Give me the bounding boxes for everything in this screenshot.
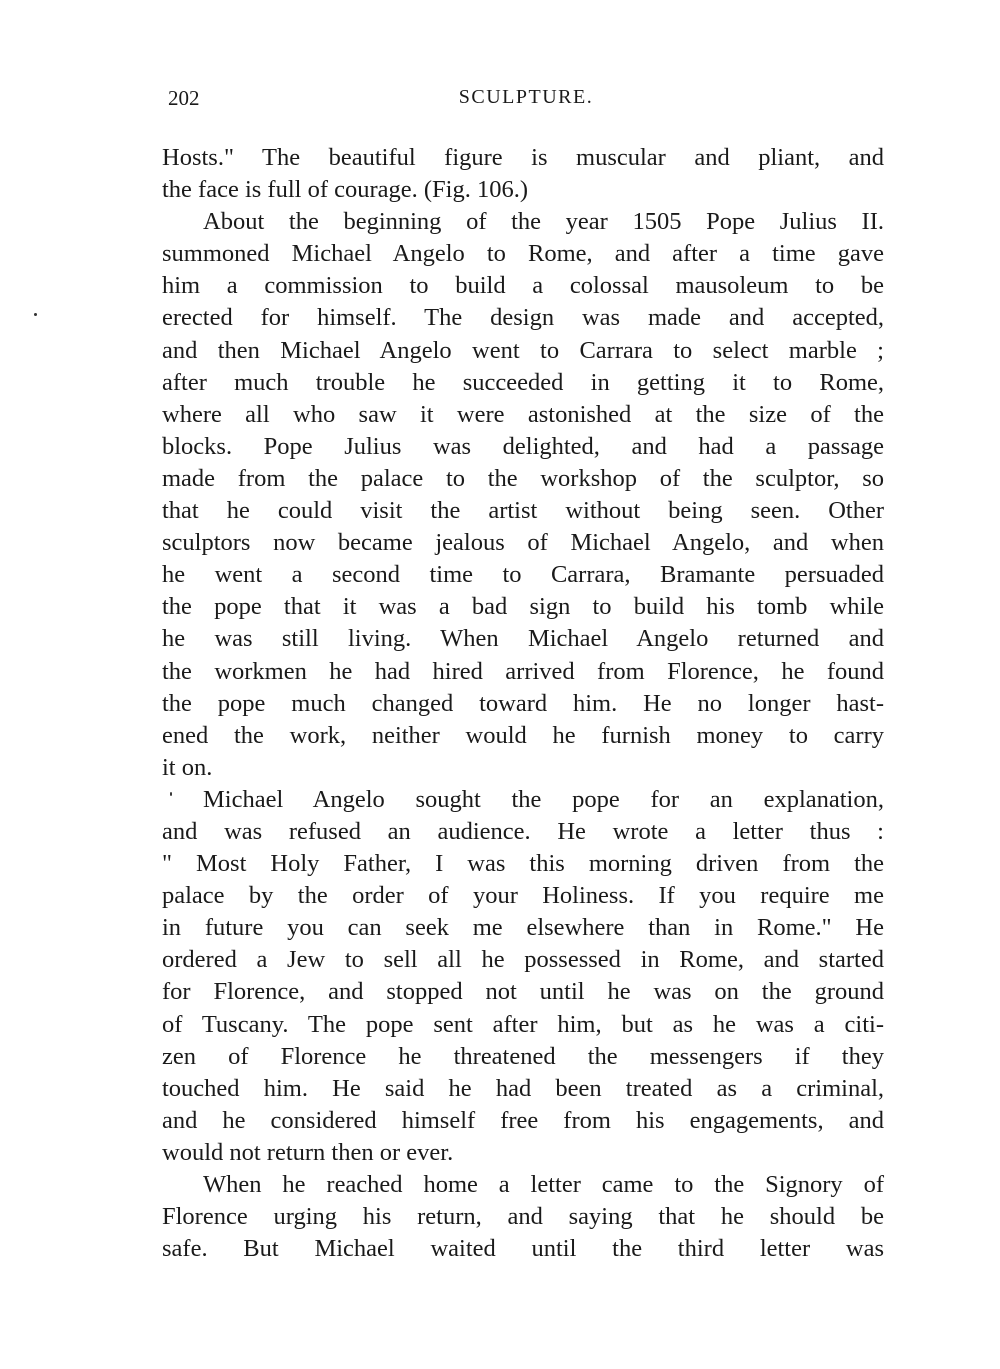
text-line: after much trouble he succeeded in getting it to Rome, (162, 368, 884, 396)
text-line: palace by the order of your Holiness. If you require me (162, 882, 884, 910)
paragraph (162, 206, 884, 784)
text-line: and he considered himself free from his engagements, and (162, 1106, 884, 1134)
text-line: he went a second time to Carrara, Bramante persuaded (162, 561, 884, 589)
paragraph (162, 142, 884, 206)
text-line: summoned Michael Angelo to Rome, and after a time gave (162, 240, 884, 268)
text-line: that he could visit the artist without being seen. Other (162, 497, 884, 525)
scan-speck (170, 792, 172, 796)
page-number: 202 (168, 86, 200, 110)
text-line: the face is full of courage. (Fig. 106.) (162, 176, 529, 204)
text-line: the pope that it was a bad sign to build his tomb while (162, 593, 884, 621)
scan-speck (34, 313, 37, 316)
running-head (168, 86, 884, 116)
paragraph (162, 784, 884, 1169)
text-line: safe. But Michael waited until the third letter was (162, 1235, 884, 1263)
text-line: of Tuscany. The pope sent after him, but as he was a citi- (162, 1010, 884, 1038)
text-line: About the beginning of the year 1505 Pope Julius II. (203, 208, 884, 236)
text-line: the workmen he had hired arrived from Florence, he found (162, 657, 884, 685)
text-line: Hosts." The beautiful figure is muscular and pliant, and (162, 144, 884, 171)
text-line: made from the palace to the workshop of the sculptor, so (162, 464, 884, 492)
text-line: in future you can seek me elsewhere than in Rome." He (162, 914, 884, 942)
body-text (162, 142, 884, 1265)
text-line: Florence urging his return, and saying that he should be (162, 1203, 884, 1231)
text-line: he was still living. When Michael Angelo returned and (162, 625, 884, 653)
text-line: erected for himself. The design was made and accepted, (162, 304, 884, 332)
text-line: When he reached home a letter came to the Signory of (203, 1171, 884, 1198)
text-line: for Florence, and stopped not until he was on the ground (162, 978, 884, 1006)
text-line: sculptors now became jealous of Michael Angelo, and when (162, 529, 884, 557)
paragraph (162, 1169, 884, 1265)
running-title: SCULPTURE. (458, 86, 594, 108)
text-line: blocks. Pope Julius was delighted, and had a passage (162, 432, 884, 460)
text-line: where all who saw it were astonished at the size of the (162, 400, 884, 428)
text-line: would not return then or ever. (162, 1138, 454, 1166)
text-line: " Most Holy Father, I was this morning driven from the (162, 850, 884, 878)
text-line: touched him. He said he had been treated as a criminal, (162, 1074, 884, 1102)
text-line: him a commission to build a colossal mausoleum to be (162, 272, 884, 300)
text-line: it on. (162, 753, 213, 781)
text-line: and was refused an audience. He wrote a letter thus : (162, 817, 884, 845)
text-line: ordered a Jew to sell all he possessed in Rome, and started (162, 946, 884, 974)
text-line: the pope much changed toward him. He no longer hast- (162, 689, 884, 717)
text-line: zen of Florence he threatened the messengers if they (162, 1042, 884, 1070)
text-line: and then Michael Angelo went to Carrara to select marble ; (162, 336, 884, 364)
text-line: ened the work, neither would he furnish money to carry (162, 721, 884, 749)
text-line: Michael Angelo sought the pope for an explanation, (203, 785, 884, 813)
